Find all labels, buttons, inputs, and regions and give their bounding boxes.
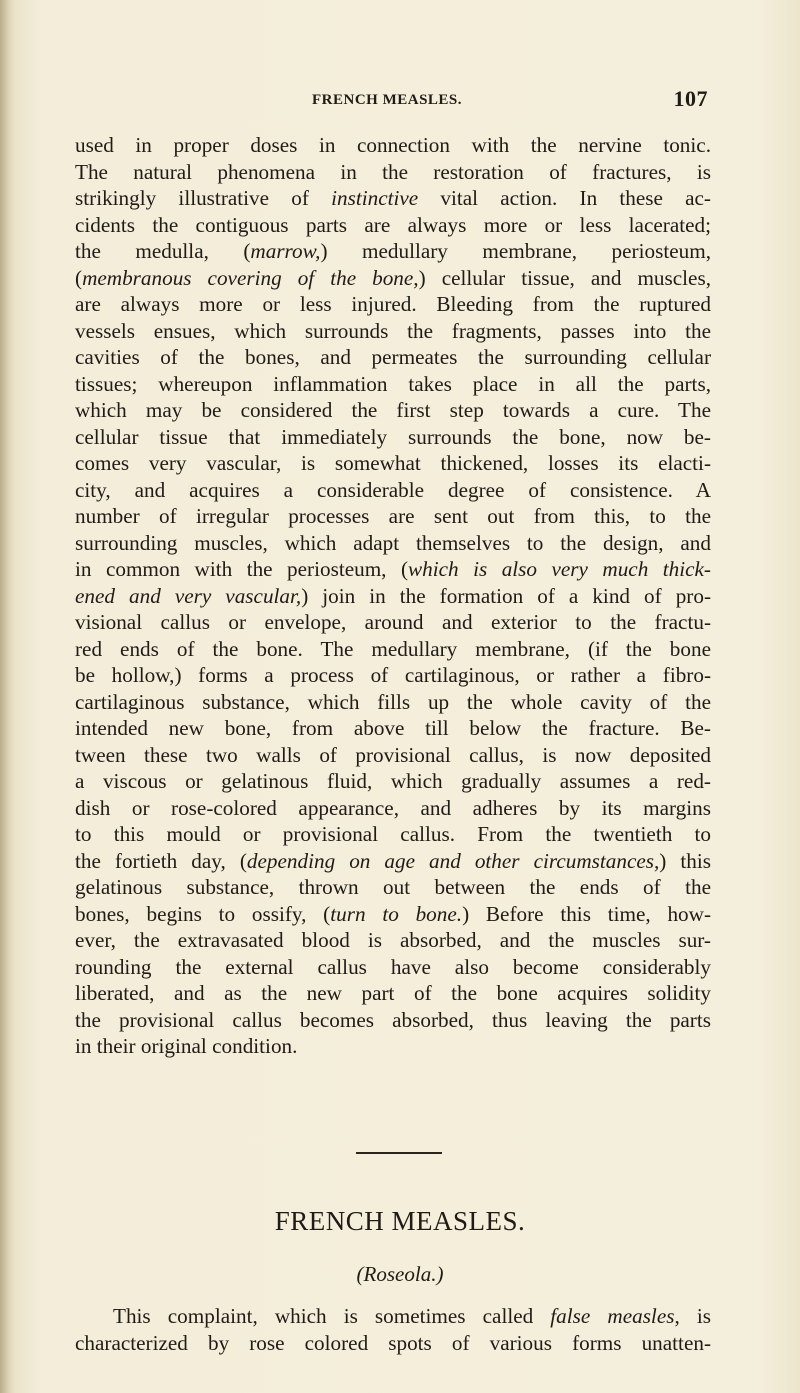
text-line: vessels ensues, which surrounds the fragments, passes into the bbox=[75, 318, 711, 343]
text-line: rounding the external callus have also become considerably bbox=[75, 954, 711, 979]
text-line: cavities of the bones, and permeates the surrounding cellular bbox=[75, 345, 711, 369]
text-line: comes very vascular, is somewhat thickened, losses its elacti- bbox=[75, 451, 711, 475]
text-line: cidents the contiguous parts are always more or less lacerated; bbox=[75, 212, 711, 237]
text-line: cartilaginous substance, which fills up the whole cavity of the bbox=[75, 689, 711, 714]
text-line: to this mould or provisional callus. From the twentieth to bbox=[75, 822, 711, 846]
text-line: in common with the periosteum, (which is also very much thick- bbox=[75, 557, 711, 581]
text-line: This complaint, which is sometimes called false measles, is bbox=[113, 1304, 711, 1328]
text-line: number of irregular processes are sent out from this, to the bbox=[75, 504, 711, 528]
text-line: which may be considered the first step towards a cure. The bbox=[75, 398, 711, 422]
text-line: intended new bone, from above till below the fracture. Be- bbox=[75, 716, 711, 740]
text-line: dish or rose-colored appearance, and adheres by its margins bbox=[75, 795, 711, 820]
text-line: tween these two walls of provisional callus, is now deposited bbox=[75, 742, 711, 767]
text-line: bones, begins to ossify, (turn to bone.) Before this time, how- bbox=[75, 901, 711, 926]
text-line: the provisional callus becomes absorbed, thus leaving the parts bbox=[75, 1007, 711, 1032]
text-line: be hollow,) forms a process of cartilaginous, or rather a fibro- bbox=[75, 663, 711, 687]
text-line: gelatinous substance, thrown out between the ends of the bbox=[75, 875, 711, 899]
running-head bbox=[312, 86, 708, 116]
text-line: strikingly illustrative of instinctive vital action. In these ac- bbox=[75, 186, 711, 210]
section-heading: FRENCH MEASLES. bbox=[274, 1206, 526, 1236]
running-head-title: FRENCH MEASLES. bbox=[312, 92, 463, 108]
text-line: are always more or less injured. Bleeding from the ruptured bbox=[75, 292, 711, 316]
closing-paragraph bbox=[75, 1303, 711, 1356]
section-divider-rule bbox=[356, 1152, 442, 1154]
text-line: a viscous or gelatinous fluid, which gradually assumes a red- bbox=[75, 769, 711, 793]
text-line: liberated, and as the new part of the bone acquires solidity bbox=[75, 981, 711, 1005]
text-line: ened and very vascular,) join in the formation of a kind of pro- bbox=[75, 583, 711, 608]
text-line: ever, the extravasated blood is absorbed, and the muscles sur- bbox=[75, 928, 711, 952]
page-number: 107 bbox=[673, 86, 708, 111]
body-paragraph bbox=[75, 132, 711, 1060]
text-line: The natural phenomena in the restoration of fractures, is bbox=[75, 159, 711, 184]
text-line: characterized by rose colored spots of various forms unatten- bbox=[75, 1330, 711, 1355]
text-line: the medulla, (marrow,) medullary membrane, periosteum, bbox=[75, 239, 711, 263]
text-line: cellular tissue that immediately surrounds the bone, now be- bbox=[75, 424, 711, 449]
text-line: red ends of the bone. The medullary membrane, (if the bone bbox=[75, 636, 711, 661]
text-line: city, and acquires a considerable degree of consistence. A bbox=[75, 477, 711, 502]
section-subheading: (Roseola.) bbox=[356, 1262, 444, 1286]
text-line: the fortieth day, (depending on age and other circumstances,) this bbox=[75, 848, 711, 873]
text-line: (membranous covering of the bone,) cellular tissue, and muscles, bbox=[75, 265, 711, 290]
text-line: used in proper doses in connection with the nervine tonic. bbox=[75, 133, 711, 157]
text-line: in their original condition. bbox=[75, 1034, 298, 1058]
text-line: surrounding muscles, which adapt themselves to the design, and bbox=[75, 530, 711, 555]
text-line: visional callus or envelope, around and exterior to the fractu- bbox=[75, 610, 711, 634]
text-line: tissues; whereupon inflammation takes place in all the parts, bbox=[75, 371, 711, 396]
